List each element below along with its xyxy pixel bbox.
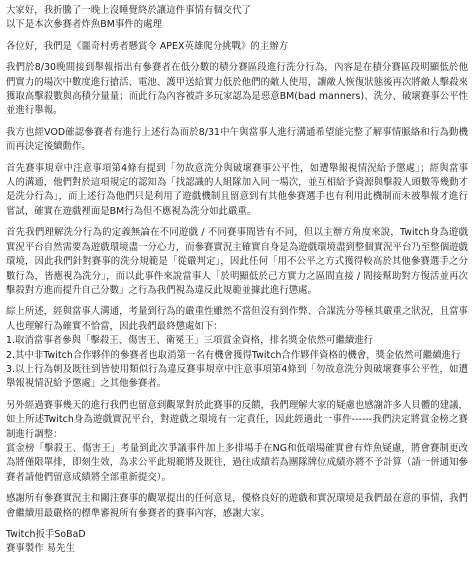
paragraph-thanks: 感謝所有參賽實況主和關注賽事的觀眾提出的任何意見，優格良好的遊戲和實況環境是我們最在意的事情，我們會繼續用最嚴格的標準審視所有參賽者的賽事內容，感謝大家。 bbox=[6, 493, 468, 519]
paragraph-rule-change: 另外經過賽事幾天的進行我們也留意到觀眾對於此賽事的反饋，我們理解大家的疑慮也感謝許多人貝體的建議，如上所述Twitch身為遊戲實況平台，對遊戲之環境有一定責任，因此經過此一事件------我們決定將賞金榜之賽制進行調整： 賞金榜「擊殺王、傷害王」考量到此次爭議事件加上多排場手在NG和低端場確實會有炸魚疑慮，將會賽制更改為將僅限單排，即刻生效，為求公平此規範將及既往，過往成績若為團隊牌位成績亦將不予計算（請一併通知參賽者請他們留意成績將全部重新提交）。 bbox=[6, 399, 468, 483]
intro-line: 各位好，我們是《噩奇村勇者懸賞令 APEX英雄爬分挑戰》的主辦方 bbox=[6, 40, 289, 52]
signature-block bbox=[6, 528, 468, 557]
greeting-line: 大家好，我折騰了一晚上沒睡覺終於讓這件事情有個交代了 bbox=[6, 5, 252, 16]
paragraph-incident-report: 我們於8/30晚間接到舉報指出有參賽者在低分數的積分賽區段進行洗分行為，內容是在積分賽區段明顯低於他們實力的場次中數度進行搶活、電池、護甲送給實力低於他們的敵人使用，讓敵人恢復狀態後再次將敵人擊殺來獲取高擊殺數與高積分量量；而此行為內容被許多玩家認為是惡意BM(bad manners)、洗分、破壞賽事公平性並進行舉報。 bbox=[6, 62, 468, 117]
paragraph-platform-stance: 首先我們理解洗分行為的定義無論在不同遊戲 / 不同賽事間皆有不同，但以主辦方角度來說，Twitch身為遊戲實況平台自然需要為遊戲環境盡一分心力，而參賽實況主確實自身是為遊戲環境盡到整個實況平台乃至整個遊戲環境，因此我們針對賽事的洗分規範是「從嚴判定」，因此任何「用不公平之方式獲得較高於其他參賽選手之分數行為，皆應視為洗分」，而以此事件來說當事人「於明顯低於己方實力之區間直接 / 間接幫助對方復活並再次擊殺對方進而提升自己分數」之行為我們視為違反此規範並據此進行懲處。 bbox=[6, 227, 468, 296]
greeting-block bbox=[6, 4, 468, 33]
signature-line: 賽事製作 易先生 bbox=[6, 543, 76, 555]
paragraph-vod-review: 我方也經VOD確認參賽者有進行上述行為而於8/31中午與當事人進行溝通希望能完整了解事情脈絡和行為動機而再決定後續動作。 bbox=[6, 126, 468, 153]
paragraph-rule-interpretation: 首先賽事規章中注意事項第4條有提到「勿故意洗分與破壞賽事公平性，如遭舉報視情況給予懲處」；經與當事人的溝通，他們對於這項規定的認知為「找認識的人組隊加入同一場次，並互相給予資源與擊殺人頭數等幾動才是洗分行為」，而上述行為他們只是利用了遊戲機制且留意到有其他參賽選手也有利用此機制而未被舉報才進行嘗試，確實在遊戲裡面是BM行為但不應視為洗分如此嚴重。 bbox=[6, 162, 468, 217]
paragraph-penalties: 綜上所述，經與當事人溝通，考量到行為的嚴重性雖然不當但沒有到作弊、合謀洗分等極其嚴重之狀況，且當事人也理解行為確實不恰當，因此我們最終懲處如下： 1.取消當事者參與「擊殺王、傷害王、衛冕王」三項賞金資格，排名獎金依然可繼續進行 2.其中非Twitch合作夥伴的參賽者也取消第一名有機會獲得Twitch合作夥伴資格的機會，獎金依然可繼續進行 3.以上行為朝及既往到皆使用類似行為違反賽事規章中注意事項第4條到「勿故意洗分與破壞賽事公平性，如遭舉報視情況給予懲處」之其他參賽者。 bbox=[6, 306, 468, 390]
signature-line: Twitch扳手SoBaD bbox=[6, 529, 86, 540]
greeting-line: 以下是本次參賽者炸魚BM事件的處理 bbox=[6, 19, 162, 31]
